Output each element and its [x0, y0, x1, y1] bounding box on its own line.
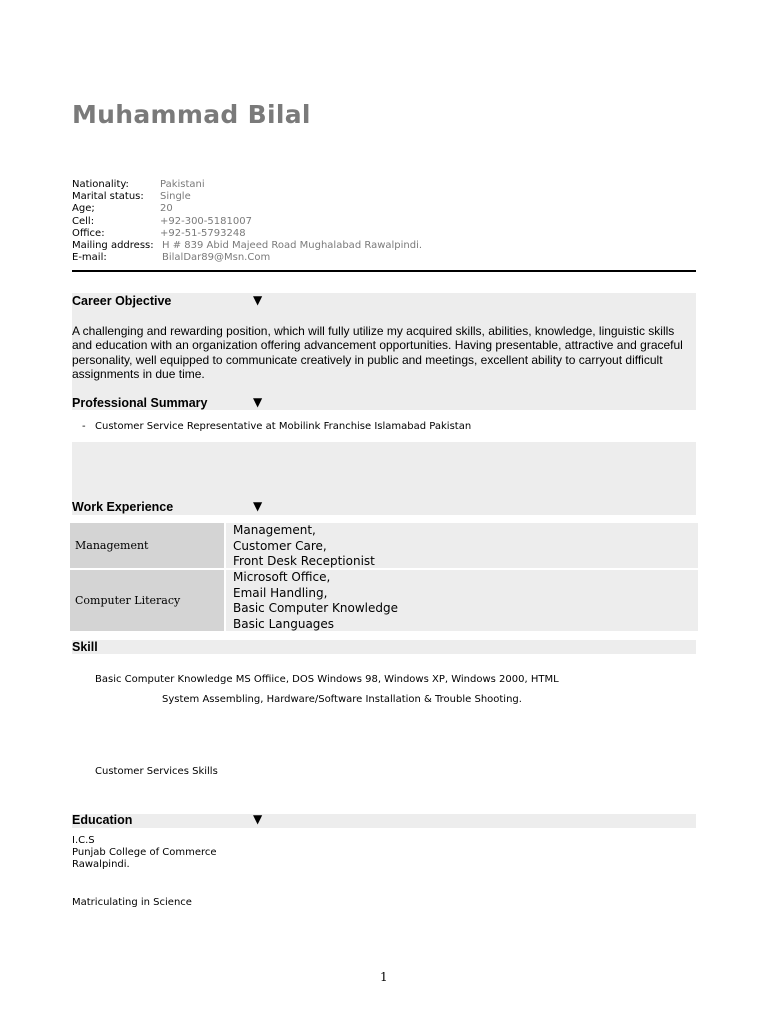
- skill-heading: Skill: [72, 640, 98, 654]
- chevron-down-icon: ▼: [253, 499, 263, 513]
- career-objective-heading: Career Objective: [72, 294, 172, 308]
- info-label: E-mail:: [72, 252, 107, 264]
- header-divider: [72, 270, 696, 272]
- education-line: Punjab College of Commerce: [72, 847, 217, 858]
- info-label: Nationality:: [72, 179, 129, 190]
- list-item: [82, 421, 471, 432]
- work-item: Basic Computer Knowledge: [233, 601, 399, 615]
- info-row-email: [72, 252, 422, 264]
- education-line: Matriculating in Science: [72, 897, 192, 908]
- personal-info: [72, 179, 422, 264]
- chevron-down-icon: ▼: [253, 395, 263, 409]
- work-item: Microsoft Office,: [233, 570, 331, 584]
- work-label: Computer Literacy: [70, 570, 224, 631]
- work-item: Management,: [233, 523, 316, 537]
- info-row-mailing-address: [72, 240, 422, 252]
- info-row-cell: [72, 216, 422, 228]
- info-value: 20: [160, 203, 173, 215]
- skill-band: [72, 640, 696, 654]
- chevron-down-icon: ▼: [253, 293, 263, 307]
- education-heading: Education: [72, 813, 133, 827]
- info-row-nationality: [72, 179, 422, 191]
- work-experience-table: [70, 523, 698, 633]
- professional-summary-heading: Professional Summary: [72, 396, 208, 410]
- skill-line: System Assembling, Hardware/Software Installation & Trouble Shooting.: [162, 694, 522, 705]
- work-item: Basic Languages: [233, 616, 335, 631]
- info-label: Office:: [72, 227, 105, 239]
- info-row-office: [72, 228, 422, 240]
- work-items: [226, 523, 698, 568]
- bullet-dash: -: [82, 421, 86, 432]
- education-line: I.C.S: [72, 835, 95, 846]
- skill-line: Basic Computer Knowledge MS Offiice, DOS Windows 98, Windows XP, Windows 2000, HTML: [95, 674, 559, 685]
- info-row-age: [72, 203, 422, 215]
- work-item: Customer Care,: [233, 538, 327, 553]
- table-row: [70, 523, 698, 568]
- summary-item-text: Customer Service Representative at Mobilink Franchise Islamabad Pakistan: [95, 421, 472, 432]
- info-label: Age;: [72, 203, 95, 215]
- info-label: Mailing address:: [72, 239, 154, 251]
- info-value: H # 839 Abid Majeed Road Mughalabad Rawalpindi.: [162, 239, 423, 251]
- career-objective-text: A challenging and rewarding position, which will fully utilize my acquired skills, abilities, knowledge, linguistic skills and education with an organization offering advancement opportunities. Having presentable, attractive and graceful personality, well equipped to communicate creatively in public and meetings, excellent ability to carryout difficult assignments in due time.: [72, 324, 683, 382]
- chevron-down-icon: ▼: [253, 812, 263, 826]
- skill-line: Customer Services Skills: [95, 766, 218, 777]
- table-row: [70, 570, 698, 631]
- work-items: [226, 570, 698, 631]
- info-label: Marital status:: [72, 191, 144, 203]
- work-item: Front Desk Receptionist: [233, 554, 375, 568]
- page-number: 1: [380, 970, 388, 984]
- work-label: Management: [70, 523, 224, 568]
- info-value: BilalDar89@Msn.Com: [162, 252, 271, 264]
- info-row-marital-status: [72, 191, 422, 203]
- info-value: +92-300-5181007: [160, 215, 252, 227]
- education-details: [72, 835, 217, 871]
- info-label: Cell:: [72, 215, 95, 227]
- work-item: Email Handling,: [233, 585, 328, 600]
- info-value: Pakistani: [160, 179, 205, 190]
- education-line: Rawalpindi.: [72, 859, 130, 870]
- education-band: [72, 814, 696, 828]
- info-value: Single: [160, 191, 191, 203]
- info-value: +92-51-5793248: [160, 227, 246, 239]
- work-experience-heading: Work Experience: [72, 500, 174, 514]
- candidate-name: Muhammad Bilal: [72, 100, 311, 129]
